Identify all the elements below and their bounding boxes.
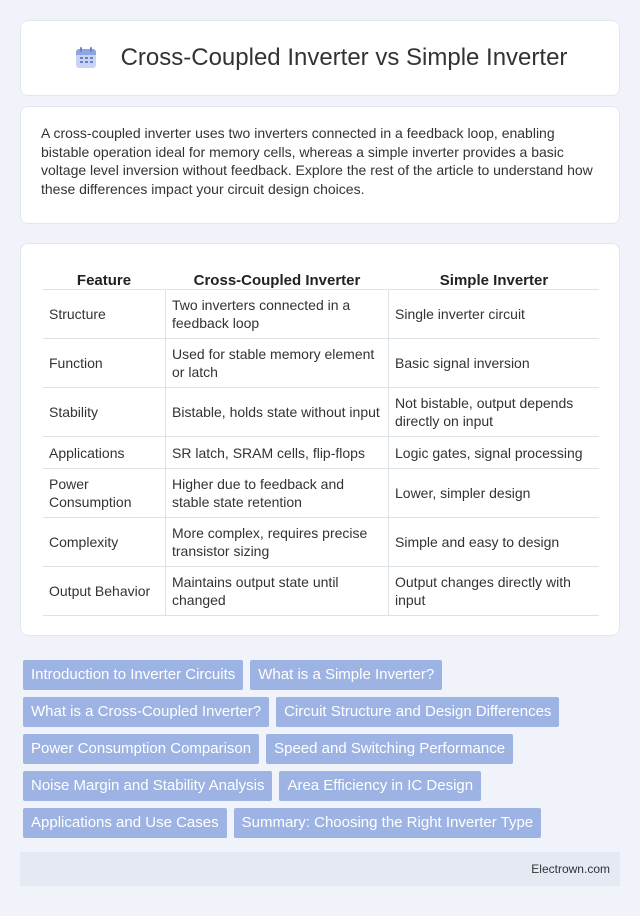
intro-card [20,106,620,224]
table-cell: Output changes directly with input [388,567,599,616]
table-row [43,437,599,469]
table-cell: Bistable, holds state without input [165,388,388,437]
column-header-simple: Simple Inverter [388,264,599,290]
calendar-icon [73,45,99,71]
intro-text: A cross-coupled inverter uses two inverters connected in a feedback loop, enabling bistable operation ideal for memory cells, whereas a simple inverter provides a basic voltage level inversion without feedback. Explore the rest of the article to understand how these differences impact your circuit design choices. [41,125,593,197]
tag-cross-coupled-inverter[interactable]: What is a Cross-Coupled Inverter? [23,697,269,727]
column-header-feature: Feature [43,264,165,290]
table-cell: Logic gates, signal processing [388,437,599,469]
table-cell: Lower, simpler design [388,469,599,518]
tag-area-efficiency[interactable]: Area Efficiency in IC Design [279,771,481,801]
tag-summary[interactable]: Summary: Choosing the Right Inverter Type [234,808,542,838]
table-cell: SR latch, SRAM cells, flip-flops [165,437,388,469]
table-cell: Higher due to feedback and stable state retention [165,469,388,518]
table-row [43,518,599,567]
table-row [43,567,599,616]
table-cell: Structure [43,290,165,339]
tag-circuit-structure[interactable]: Circuit Structure and Design Differences [276,697,559,727]
tag-speed-switching[interactable]: Speed and Switching Performance [266,734,513,764]
table-cell: Stability [43,388,165,437]
tag-simple-inverter[interactable]: What is a Simple Inverter? [250,660,442,690]
topic-tags [23,660,623,845]
table-cell: Output Behavior [43,567,165,616]
tag-applications[interactable]: Applications and Use Cases [23,808,227,838]
page-title: Cross-Coupled Inverter vs Simple Inverter [120,44,568,71]
table-row [43,469,599,518]
table-cell: More complex, requires precise transistor sizing [165,518,388,567]
comparison-table-card [20,243,620,636]
table-cell: Not bistable, output depends directly on input [388,388,599,437]
column-header-cross-coupled: Cross-Coupled Inverter [165,264,388,290]
table-cell: Complexity [43,518,165,567]
table-header-row [43,264,599,290]
footer-site-name[interactable]: Electrown.com [531,862,610,876]
header-card [20,20,620,96]
table-row [43,388,599,437]
table-cell: Two inverters connected in a feedback loop [165,290,388,339]
table-cell: Maintains output state until changed [165,567,388,616]
tag-introduction[interactable]: Introduction to Inverter Circuits [23,660,243,690]
table-row [43,339,599,388]
comparison-table [43,264,599,616]
footer [20,852,620,886]
tag-power-consumption[interactable]: Power Consumption Comparison [23,734,259,764]
table-cell: Power Consumption [43,469,165,518]
tag-row [23,697,623,727]
tag-noise-margin[interactable]: Noise Margin and Stability Analysis [23,771,272,801]
table-cell: Basic signal inversion [388,339,599,388]
table-cell: Used for stable memory element or latch [165,339,388,388]
tag-row [23,734,623,764]
table-row [43,290,599,339]
table-cell: Single inverter circuit [388,290,599,339]
tag-row [23,660,623,690]
table-cell: Simple and easy to design [388,518,599,567]
tag-row [23,808,623,838]
table-cell: Function [43,339,165,388]
table-cell: Applications [43,437,165,469]
title-wrap [73,44,568,72]
tag-row [23,771,623,801]
